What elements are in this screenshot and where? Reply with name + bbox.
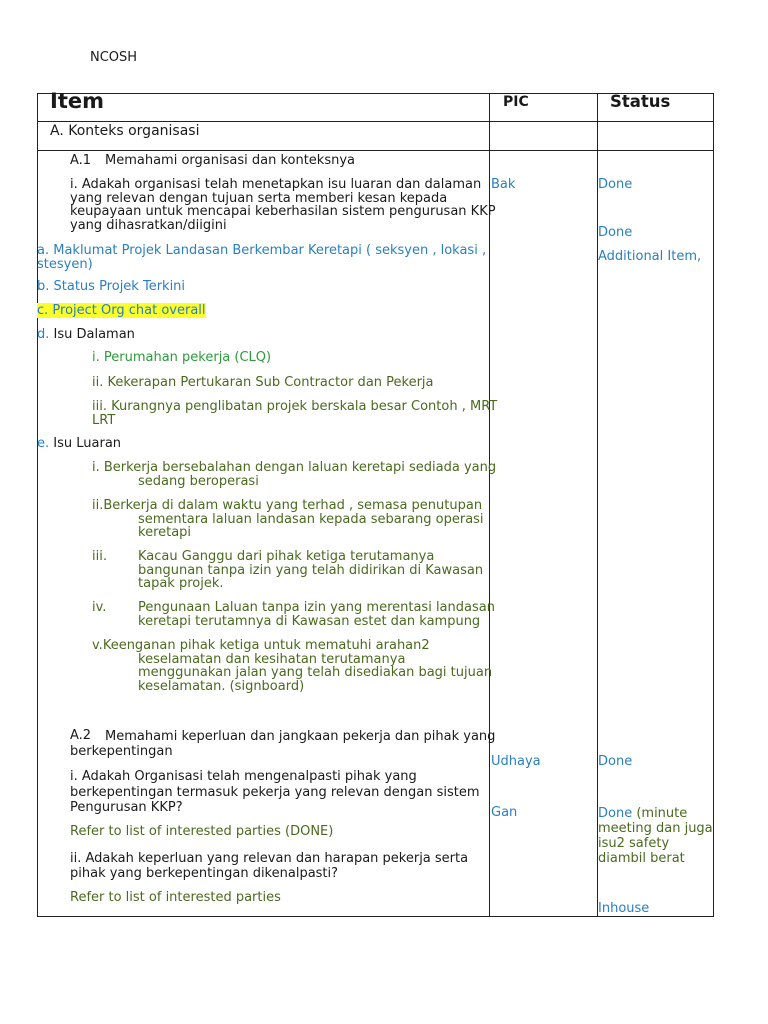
e-ii-limited-time: ii.Berkerja di dalam waktu yang terhad , semasa penutupan sementara laluan landasan kepada sebarang operasi keretapi (92, 498, 484, 540)
a2-heading-number: A.2 (70, 728, 92, 743)
status-done-2: Done (598, 225, 633, 240)
e-iv-unauthorized-crossing: Pengunaan Laluan tanpa izin yang merentasi landasan keretapi terutamnya di Kawasan estet dan kampung (138, 600, 495, 629)
item-e-external-issues: e. Isu Luaran (37, 436, 122, 451)
a1-heading-number: A.1 (70, 153, 92, 168)
e-v-third-party-noncompliance: v.Keenganan pihak ketiga untuk mematuhi arahan2 keselamatan dan kesihatan terutamanya menggunakan jalan yang telah disediakan bagi tujuan keselamatan. (signboard) (92, 638, 493, 694)
a1-question: i. Adakah organisasi telah menetapkan isu luaran dan dalaman yang relevan dengan tujuan serta memberi kesan kepada keupayaan untuk mencapai keberhasilan sistem pengurusan KKP yang dihasratkan/diigini (70, 177, 496, 233)
pic-bak: Bak (491, 177, 516, 192)
column-header-item: Item (50, 89, 104, 113)
pic-gan: Gan (491, 805, 518, 820)
status-additional-item: Additional Item, (598, 249, 702, 264)
item-a-project-info: a. Maklumat Projek Landasan Berkembar Keretapi ( seksyen , lokasi , stesyen) (37, 243, 487, 272)
a1-heading-text: Memahami organisasi dan konteksnya (105, 153, 355, 168)
item-c-org-chart: c. Project Org chat overall (37, 303, 206, 318)
column-header-pic: PIC (503, 94, 529, 110)
a2-reference-2: Refer to list of interested parties (70, 890, 281, 905)
d-iii-lack-of-large-projects: iii. Kurangnya penglibatan projek berskala besar Contoh , MRT LRT (92, 399, 498, 428)
item-d-internal-issues: d. Isu Dalaman (37, 327, 135, 342)
e-iii-number: iii. (92, 549, 107, 564)
a2-reference-1: Refer to list of interested parties (DONE) (70, 824, 334, 839)
a2-question-2: ii. Adakah keperluan yang relevan dan harapan pekerja serta pihak yang berkepentingan dikenalpasti? (70, 851, 469, 881)
status-done-1: Done (598, 177, 633, 192)
document-title: NCOSH (90, 50, 138, 65)
a2-heading-text: Memahami keperluan dan jangkaan pekerja dan pihak yang berkepentingan (70, 729, 496, 759)
status-inhouse: Inhouse (598, 901, 650, 916)
e-iv-number: iv. (92, 600, 107, 615)
section-a-title: A. Konteks organisasi (50, 123, 200, 139)
pic-udhaya: Udhaya (491, 754, 541, 769)
item-b-project-status: b. Status Projek Terkini (37, 279, 186, 294)
column-header-status: Status (610, 92, 671, 111)
d-ii-subcontractor-turnover: ii. Kekerapan Pertukaran Sub Contractor dan Pekerja (92, 375, 434, 390)
e-i-adjacent-railway: i. Berkerja bersebalahan dengan laluan keretapi sediada yang sedang beroperasi (92, 460, 497, 489)
e-iii-third-party-interference: Kacau Ganggu dari pihak ketiga terutamanya bangunan tanpa izin yang telah didirikan di Kawasan tapak projek. (138, 549, 484, 591)
d-i-worker-housing: i. Perumahan pekerja (CLQ) (92, 350, 272, 365)
status-done-minute-meeting: Done (minute meeting dan juga isu2 safety diambil berat (598, 806, 713, 866)
status-done-3: Done (598, 754, 633, 769)
a2-question-1: i. Adakah Organisasi telah mengenalpasti pihak yang berkepentingan termasuk pekerja yang relevan dengan sistem Pengurusan KKP? (70, 769, 480, 815)
